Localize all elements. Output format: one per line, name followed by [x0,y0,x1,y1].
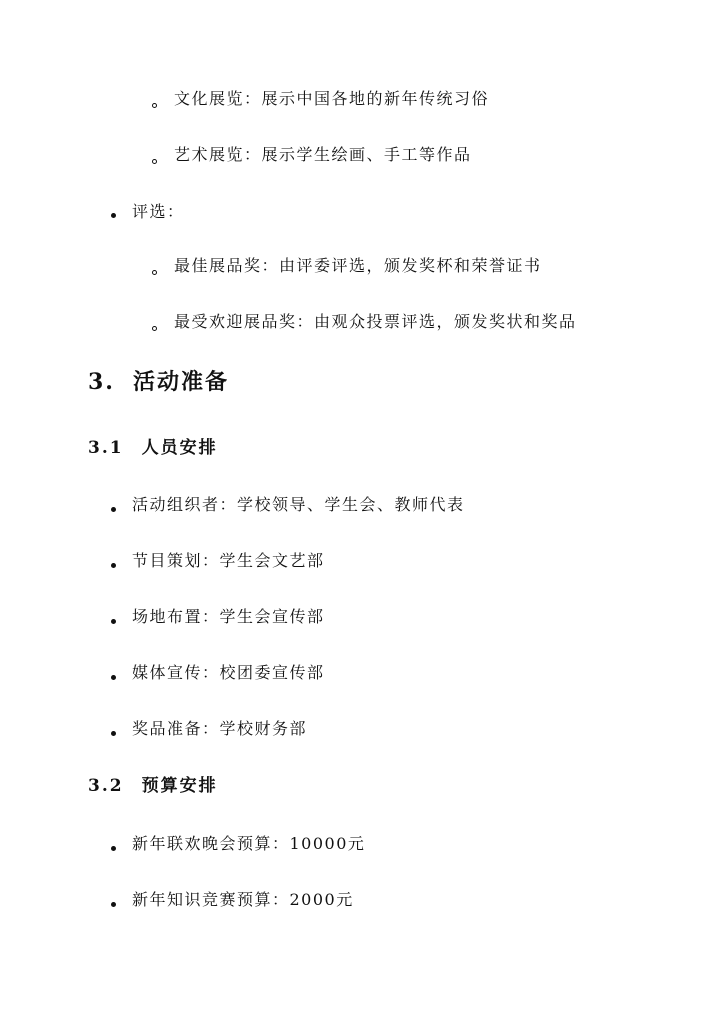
bullet-icon [111,563,116,568]
hollow-bullet-icon [152,103,157,108]
list-item: 评选： [132,202,185,221]
list-item: 最佳展品奖：由评委评选，颁发奖杯和荣誉证书 [174,256,542,275]
bullet-icon [111,675,116,680]
hollow-bullet-icon [152,159,157,164]
subsection-heading [88,436,218,460]
bullet-icon [111,619,116,624]
list-item: 文化展览：展示中国各地的新年传统习俗 [174,89,490,108]
hollow-bullet-icon [152,326,157,331]
list-item: 奖品准备：学校财务部 [132,719,308,738]
list-item: 活动组织者：学校领导、学生会、教师代表 [132,495,465,514]
list-item: 新年知识竞赛预算：2000元 [132,890,354,909]
subsection-title: 人员安排 [141,438,218,458]
list-item: 新年联欢晚会预算：10000元 [132,834,366,853]
list-item: 节目策划：学生会文艺部 [132,551,325,570]
bullet-icon [111,846,116,851]
bullet-icon [111,902,116,907]
bullet-icon [111,507,116,512]
list-item: 艺术展览：展示学生绘画、手工等作品 [174,145,472,164]
subsection-number: 3.2 [88,776,124,796]
bullet-icon [111,731,116,736]
section-heading [88,368,229,396]
section-number: 3. [88,369,115,395]
subsection-heading [88,774,218,798]
list-item: 媒体宣传：校团委宣传部 [132,663,325,682]
hollow-bullet-icon [152,270,157,275]
list-item: 最受欢迎展品奖：由观众投票评选，颁发奖状和奖品 [174,312,577,331]
subsection-number: 3.1 [88,438,124,458]
bullet-icon [111,213,116,218]
list-item: 场地布置：学生会宣传部 [132,607,325,626]
section-title: 活动准备 [132,369,229,395]
subsection-title: 预算安排 [141,776,218,796]
